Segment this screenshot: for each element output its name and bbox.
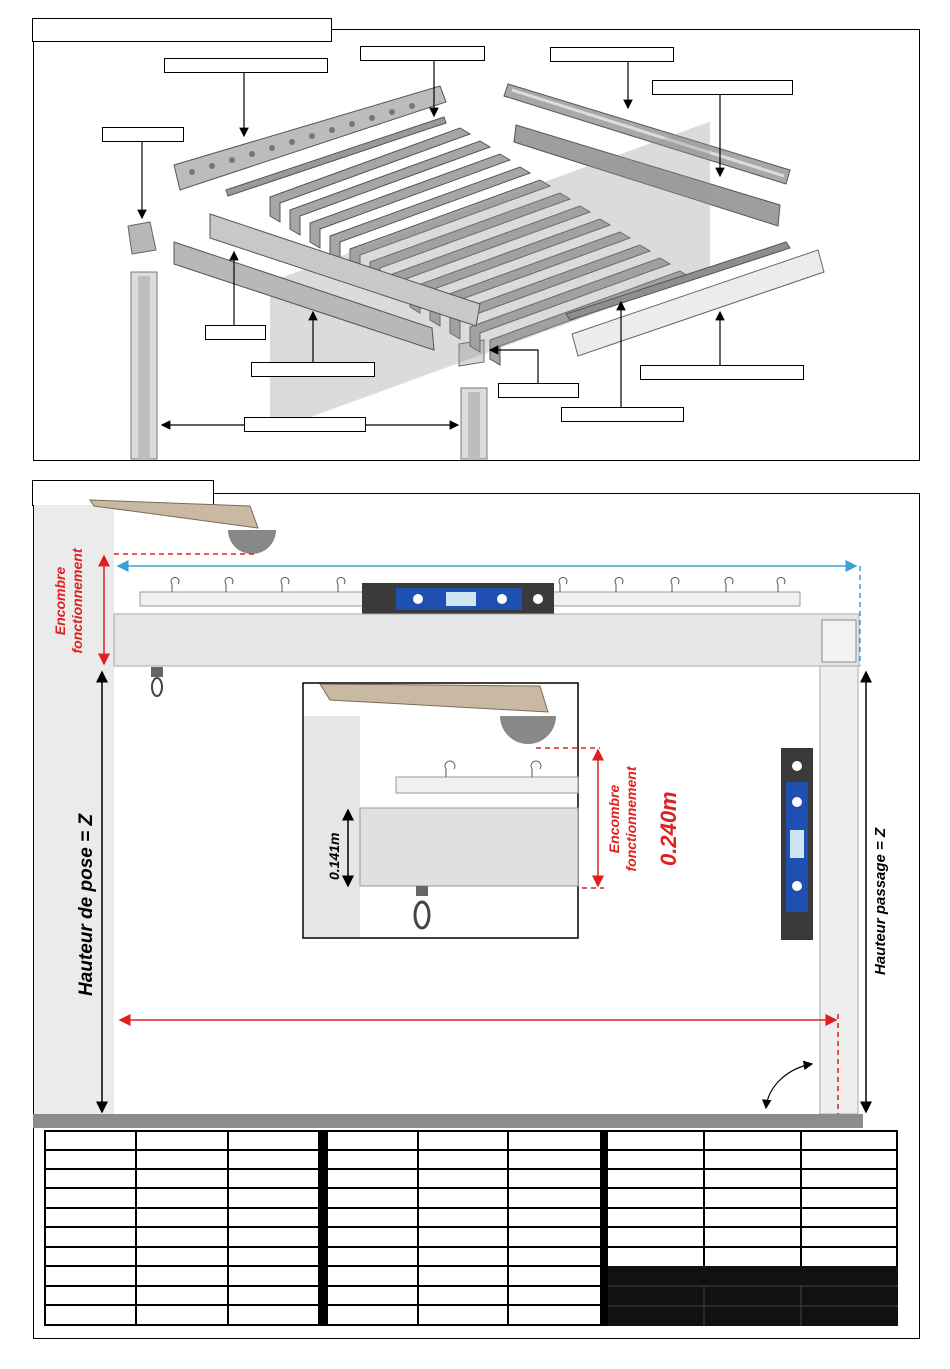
hanging-ring-left — [151, 667, 163, 696]
pivot-arrow — [766, 1064, 812, 1108]
inset-encombre-label: Encombre fonctionnement — [606, 766, 639, 872]
roof-edge — [90, 500, 276, 554]
spec-table-grid — [44, 1130, 898, 1326]
main-beam — [114, 614, 859, 666]
hauteur-passage-label: Hauteur passage = Z — [872, 827, 889, 975]
vertical-spirit-level — [781, 748, 813, 940]
beam-corner — [822, 620, 856, 662]
inset-height-label: 0.141m — [326, 832, 342, 880]
spec-table — [44, 1130, 898, 1326]
inset-detail — [303, 683, 604, 938]
hauteur-pose-label: Hauteur de pose = Z — [76, 813, 97, 996]
encombre-label: Encombre fonctionnement — [52, 548, 85, 654]
inset-encombre-value: 0.240m — [656, 791, 681, 866]
horizontal-spirit-level — [362, 583, 554, 615]
right-post-front — [820, 666, 858, 1114]
ground-slab — [33, 1114, 863, 1128]
